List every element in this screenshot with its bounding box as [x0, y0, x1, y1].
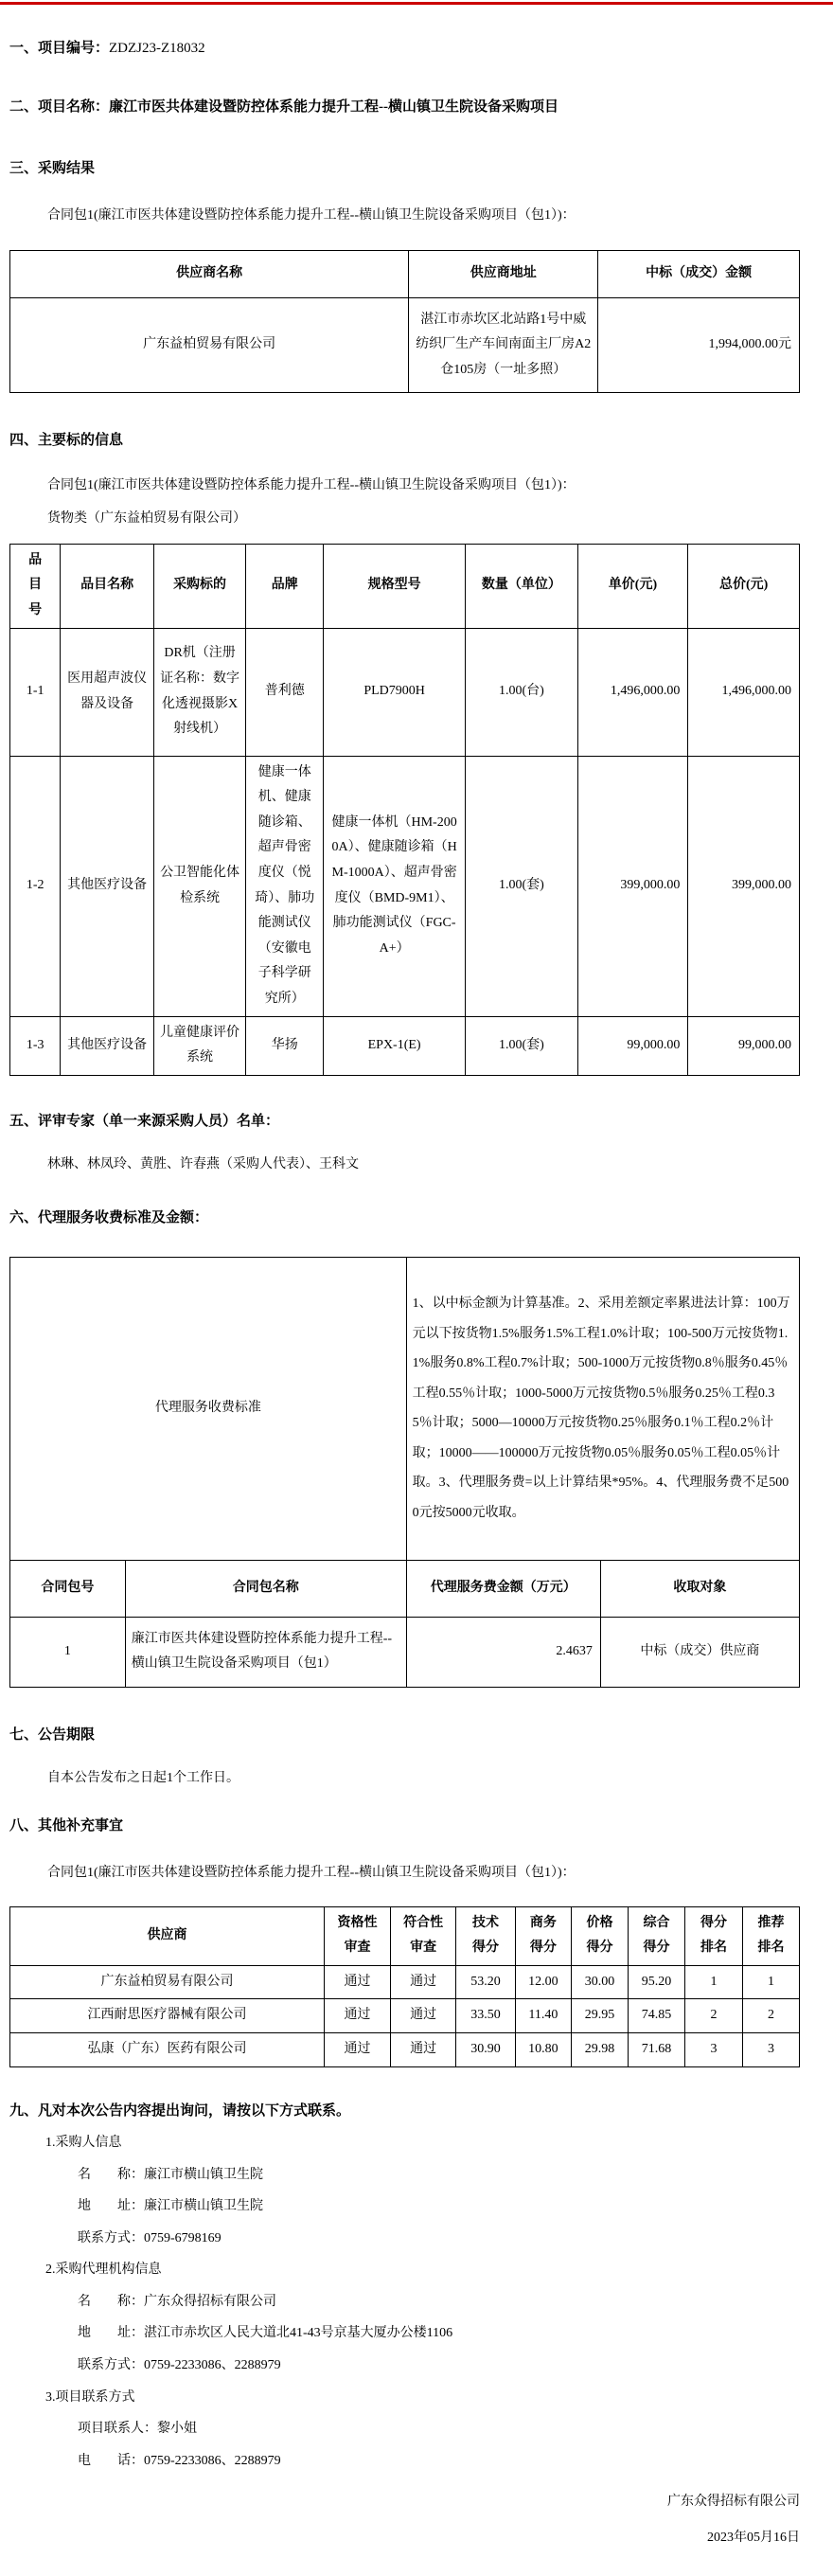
- business-score-cell: 12.00: [515, 1965, 571, 1999]
- table-row: [10, 1965, 800, 1999]
- unit-price-cell: 1,496,000.00: [577, 628, 688, 756]
- supplier-cell: 弘康（广东）医药有限公司: [10, 2033, 325, 2067]
- header-price-score: 价格得分: [571, 1906, 628, 1965]
- project-name-label: 二、项目名称：: [9, 99, 110, 116]
- score-table: [9, 1906, 800, 2067]
- quantity-cell: 1.00(套): [466, 756, 577, 1016]
- unit-price-cell: 99,000.00: [577, 1016, 688, 1075]
- header-package-no: 合同包号: [10, 1560, 126, 1617]
- technical-score-cell: 30.90: [456, 2033, 516, 2067]
- header-item-no: 品目号: [10, 544, 61, 628]
- supplier-cell: 江西耐思医疗器械有限公司: [10, 1999, 325, 2033]
- table-row: [10, 1016, 800, 1075]
- supplementary-intro: 合同包1(廉江市医共体建设暨防控体系能力提升工程--横山镇卫生院设备采购项目（包1）)：: [47, 1866, 576, 1881]
- table-row: [10, 298, 800, 393]
- top-divider: [0, 2, 833, 5]
- spec-model-cell: EPX-1(E): [324, 1016, 466, 1075]
- header-supplier: 供应商: [10, 1906, 325, 1965]
- total-price-cell: 99,000.00: [688, 1016, 800, 1075]
- score-rank-cell: 3: [685, 2033, 743, 2067]
- supplier-cell: 广东益柏贸易有限公司: [10, 1965, 325, 1999]
- score-rank-cell: 1: [685, 1965, 743, 1999]
- header-award-amount: 中标（成交）金额: [598, 251, 800, 298]
- header-total-score: 综合得分: [629, 1906, 685, 1965]
- table-row: [10, 2033, 800, 2067]
- total-score-cell: 74.85: [629, 1999, 685, 2033]
- project-number-label: 一、项目编号：: [9, 41, 110, 56]
- item-no-cell: 1-2: [10, 756, 61, 1016]
- fee-standard-text-cell: 1、以中标金额为计算基准。2、采用差额定率累进法计算：100万元以下按货物1.5%服务1.5%工程1.0%计取；100-500万元按货物1.1%服务0.8%工程0.7%计取；500-1000万元按货物0.8％服务0.45％工程0.55％计取；1000-5000万元按货物0.5％服务0.25％工程0.35％计取；5000—10000万元按货物0.25％服务0.1％工程0.2％计取；10000——100000万元按货物0.05％服务0.05％工程0.05％计取。3、代理服务费=以上计算结果*95%。4、代理服务费不足5000元按5000元收取。: [406, 1257, 799, 1560]
- subject-info-category: 货物类（广东益柏贸易有限公司）: [47, 510, 246, 526]
- item-no-cell: 1-1: [10, 628, 61, 756]
- table-header-row: [10, 1560, 800, 1617]
- conformity-cell: 通过: [390, 1965, 455, 1999]
- section-subject-info-heading: 四、主要标的信息: [9, 433, 124, 449]
- quantity-cell: 1.00(台): [466, 628, 577, 756]
- document-content: [0, 39, 833, 2576]
- price-score-cell: 29.95: [571, 1999, 628, 2033]
- header-supplier-name: 供应商名称: [10, 251, 409, 298]
- announcement-period-text: 自本公告发布之日起1个工作日。: [47, 1770, 239, 1785]
- procurement-result-intro: 合同包1(廉江市医共体建设暨防控体系能力提升工程--横山镇卫生院设备采购项目（包1）)：: [47, 207, 576, 223]
- header-conformity-review: 符合性审查: [390, 1906, 455, 1965]
- qualification-cell: 通过: [324, 2033, 390, 2067]
- header-fee-payer: 收取对象: [600, 1560, 799, 1617]
- header-item-name: 品目名称: [61, 544, 153, 628]
- procurement-target-cell: DR机（注册证名称：数字化透视摄影X射线机）: [153, 628, 246, 756]
- score-rank-cell: 2: [685, 1999, 743, 2033]
- experts-names: 林琳、林凤玲、黄胜、许春燕（采购人代表）、王科文: [47, 1157, 359, 1172]
- header-procurement-target: 采购标的: [153, 544, 246, 628]
- header-spec-model: 规格型号: [324, 544, 466, 628]
- announcement-page: [0, 2, 833, 2576]
- section-agency-fee-heading: 六、代理服务收费标准及金额：: [9, 1210, 209, 1226]
- total-price-cell: 399,000.00: [688, 756, 800, 1016]
- brand-cell: 普利德: [246, 628, 324, 756]
- recommend-rank-cell: 1: [742, 1965, 799, 1999]
- spec-model-cell: 健康一体机（HM-2000A）、健康随诊箱（HM-1000A）、超声骨密度仪（BMD-9M1）、肺功能测试仪（FGC-A+）: [324, 756, 466, 1016]
- procurement-target-cell: 公卫智能化体检系统: [153, 756, 246, 1016]
- award-amount-cell: 1,994,000.00元: [598, 298, 800, 393]
- agency-address-line: 地 址：湛江市赤坎区人民大道北41-43号京基大厦办公楼1106: [78, 2326, 453, 2341]
- qualification-cell: 通过: [324, 1965, 390, 1999]
- unit-price-cell: 399,000.00: [577, 756, 688, 1016]
- section-supplementary-heading: 八、其他补充事宜: [9, 1818, 124, 1834]
- subject-items-table: [9, 544, 800, 1076]
- footer-company: 广东众得招标有限公司: [667, 2495, 800, 2510]
- total-score-cell: 71.68: [629, 2033, 685, 2067]
- table-header-row: [10, 251, 800, 298]
- header-unit-price: 单价(元): [577, 544, 688, 628]
- section-contact-heading: 九、凡对本次公告内容提出询问，请按以下方式联系。: [9, 2102, 351, 2119]
- footer-date: 2023年05月16日: [707, 2531, 800, 2546]
- agency-name-line: 名 称：广东众得招标有限公司: [78, 2294, 276, 2309]
- subject-info-intro: 合同包1(廉江市医共体建设暨防控体系能力提升工程--横山镇卫生院设备采购项目（包1）)：: [47, 478, 576, 493]
- fee-standard-row: [10, 1257, 800, 1560]
- table-row: [10, 628, 800, 756]
- brand-cell: 健康一体机、健康随诊箱、超声骨密度仪（悦琦）、肺功能测试仪（安徽电子科学研究所）: [246, 756, 324, 1016]
- technical-score-cell: 53.20: [456, 1965, 516, 1999]
- recommend-rank-cell: 3: [742, 2033, 799, 2067]
- header-total-price: 总价(元): [688, 544, 800, 628]
- package-name-cell: 廉江市医共体建设暨防控体系能力提升工程--横山镇卫生院设备采购项目（包1）: [125, 1617, 406, 1687]
- purchaser-info-title: 1.采购人信息: [45, 2135, 122, 2150]
- header-package-name: 合同包名称: [125, 1560, 406, 1617]
- project-contact-person-line: 项目联系人：黎小姐: [78, 2422, 197, 2437]
- price-score-cell: 30.00: [571, 1965, 628, 1999]
- qualification-cell: 通过: [324, 1999, 390, 2033]
- conformity-cell: 通过: [390, 2033, 455, 2067]
- agency-info-title: 2.采购代理机构信息: [45, 2263, 162, 2278]
- item-name-cell: 医用超声波仪器及设备: [61, 628, 153, 756]
- fee-amount-cell: 2.4637: [406, 1617, 600, 1687]
- project-contact-phone-line: 电 话：0759-2233086、2288979: [78, 2453, 281, 2468]
- header-technical-score: 技术得分: [456, 1906, 516, 1965]
- item-name-cell: 其他医疗设备: [61, 756, 153, 1016]
- header-fee-amount: 代理服务费金额（万元）: [406, 1560, 600, 1617]
- business-score-cell: 10.80: [515, 2033, 571, 2067]
- fee-payer-cell: 中标（成交）供应商: [600, 1617, 799, 1687]
- table-row: [10, 756, 800, 1016]
- spec-model-cell: PLD7900H: [324, 628, 466, 756]
- header-score-rank: 得分排名: [685, 1906, 743, 1965]
- brand-cell: 华扬: [246, 1016, 324, 1075]
- project-name-value: 廉江市医共体建设暨防控体系能力提升工程--横山镇卫生院设备采购项目: [109, 99, 559, 116]
- table-header-row: [10, 1906, 800, 1965]
- total-score-cell: 95.20: [629, 1965, 685, 1999]
- supplier-address-cell: 湛江市赤坎区北站路1号中威纺织厂生产车间南面主厂房A2仓105房（一址多照）: [409, 298, 598, 393]
- conformity-cell: 通过: [390, 1999, 455, 2033]
- header-supplier-address: 供应商地址: [409, 251, 598, 298]
- agency-fee-table: [9, 1257, 800, 1688]
- item-name-cell: 其他医疗设备: [61, 1016, 153, 1075]
- technical-score-cell: 33.50: [456, 1999, 516, 2033]
- header-recommend-rank: 推荐排名: [742, 1906, 799, 1965]
- purchaser-contact-line: 联系方式：0759-6798169: [78, 2230, 222, 2245]
- procurement-result-table: [9, 250, 800, 393]
- package-no-cell: 1: [10, 1617, 126, 1687]
- item-no-cell: 1-3: [10, 1016, 61, 1075]
- supplier-name-cell: 广东益柏贸易有限公司: [10, 298, 409, 393]
- price-score-cell: 29.98: [571, 2033, 628, 2067]
- section-project-name: [9, 98, 800, 116]
- header-business-score: 商务得分: [515, 1906, 571, 1965]
- header-brand: 品牌: [246, 544, 324, 628]
- recommend-rank-cell: 2: [742, 1999, 799, 2033]
- table-header-row: [10, 544, 800, 628]
- section-procurement-result-heading: 三、采购结果: [9, 160, 96, 176]
- section-project-number: [9, 39, 800, 58]
- table-row: [10, 1999, 800, 2033]
- agency-contact-line: 联系方式：0759-2233086、2288979: [78, 2358, 281, 2373]
- quantity-cell: 1.00(套): [466, 1016, 577, 1075]
- purchaser-name-line: 名 称：廉江市横山镇卫生院: [78, 2167, 263, 2182]
- fee-standard-label-cell: 代理服务收费标准: [10, 1257, 407, 1560]
- header-qualification-review: 资格性审查: [324, 1906, 390, 1965]
- business-score-cell: 11.40: [515, 1999, 571, 2033]
- section-announcement-period-heading: 七、公告期限: [9, 1726, 96, 1743]
- project-number-value: ZDZJ23-Z18032: [109, 41, 205, 56]
- total-price-cell: 1,496,000.00: [688, 628, 800, 756]
- section-experts-heading: 五、评审专家（单一来源采购人员）名单：: [9, 1113, 280, 1129]
- procurement-target-cell: 儿童健康评价系统: [153, 1016, 246, 1075]
- project-contact-title: 3.项目联系方式: [45, 2389, 135, 2405]
- purchaser-address-line: 地 址：廉江市横山镇卫生院: [78, 2199, 263, 2214]
- header-quantity-unit: 数量（单位）: [466, 544, 577, 628]
- table-row: [10, 1617, 800, 1687]
